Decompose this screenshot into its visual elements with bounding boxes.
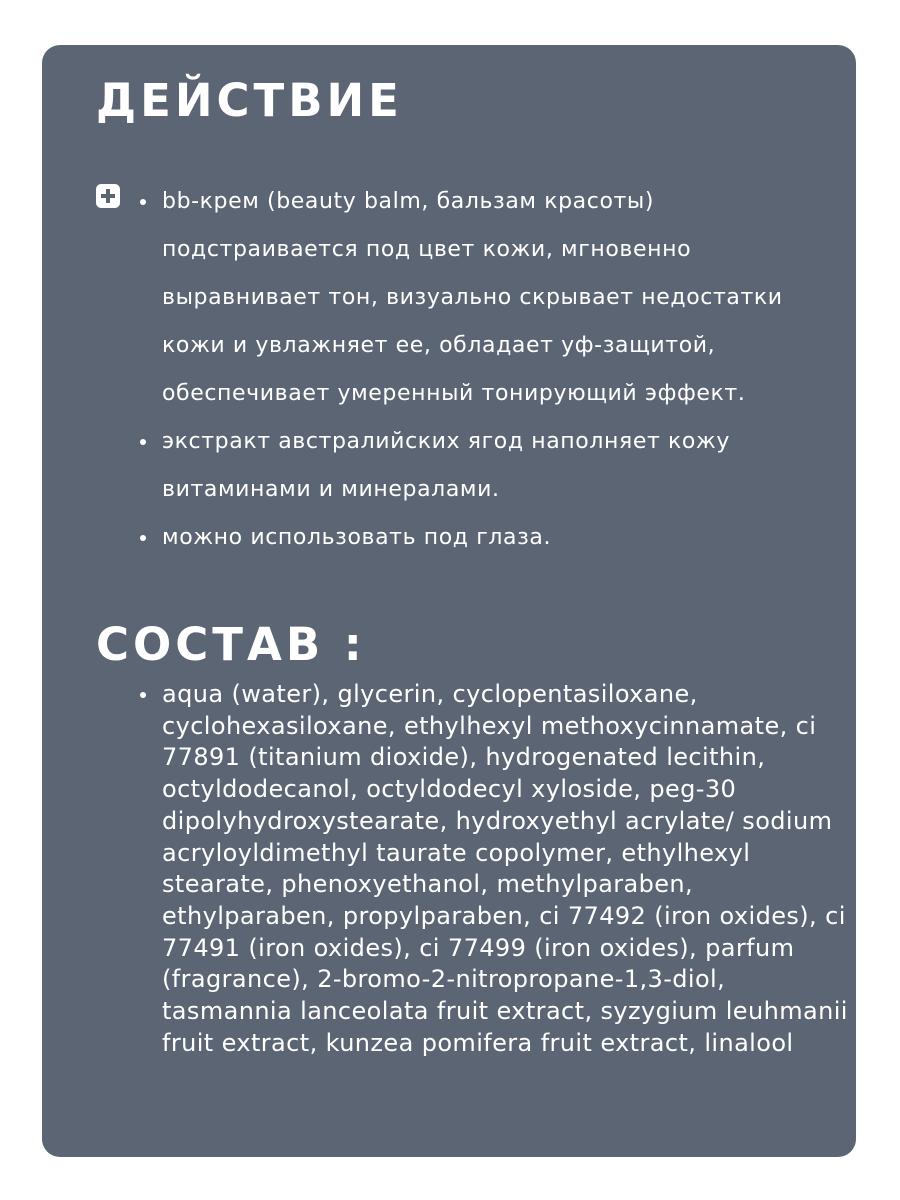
action-bullet-item: bb-крем (beauty balm, бальзам красоты) подстраивается под цвет кожи, мгновенно выравнивает тон, визуально скрывает недостатки кожи и увлажняет ее, обладает уф-защитой, обеспечивает умеренный тонирующий эффект. (138, 178, 838, 418)
action-bullet-list (138, 178, 838, 562)
action-bullet-item: экстракт австралийских ягод наполняет кожу витаминами и минералами. (138, 418, 838, 514)
composition-ingredients: aqua (water), glycerin, cyclopentasiloxane, cyclohexasiloxane, ethylhexyl methoxycinnamate, ci 77891 (titanium dioxide), hydrogenated lecithin, octyldodecanol, octyldodecyl xyloside, peg-30 dipolyhydroxystearate, hydroxyethyl acrylate/ sodium acryloyldimethyl taurate copolymer, ethylhexyl stearate, phenoxyethanol, methylparaben, ethylparaben, propylparaben, ci 77492 (iron oxides), ci 77491 (iron oxides), ci 77499 (iron oxides), parfum (fragrance), 2-bromo-2-nitropropane-1,3-diol, tasmannia lanceolata fruit extract, syzygium leuhmanii fruit extract, kunzea pomifera fruit extract, linalool (138, 679, 848, 1059)
action-heading: ДЕЙСТВИЕ (96, 74, 403, 127)
plus-square-icon (96, 184, 120, 208)
composition-bullet-list (138, 679, 848, 1059)
action-bullet-item: можно использовать под глаза. (138, 514, 838, 562)
composition-heading: СОСТАВ : (96, 618, 366, 671)
